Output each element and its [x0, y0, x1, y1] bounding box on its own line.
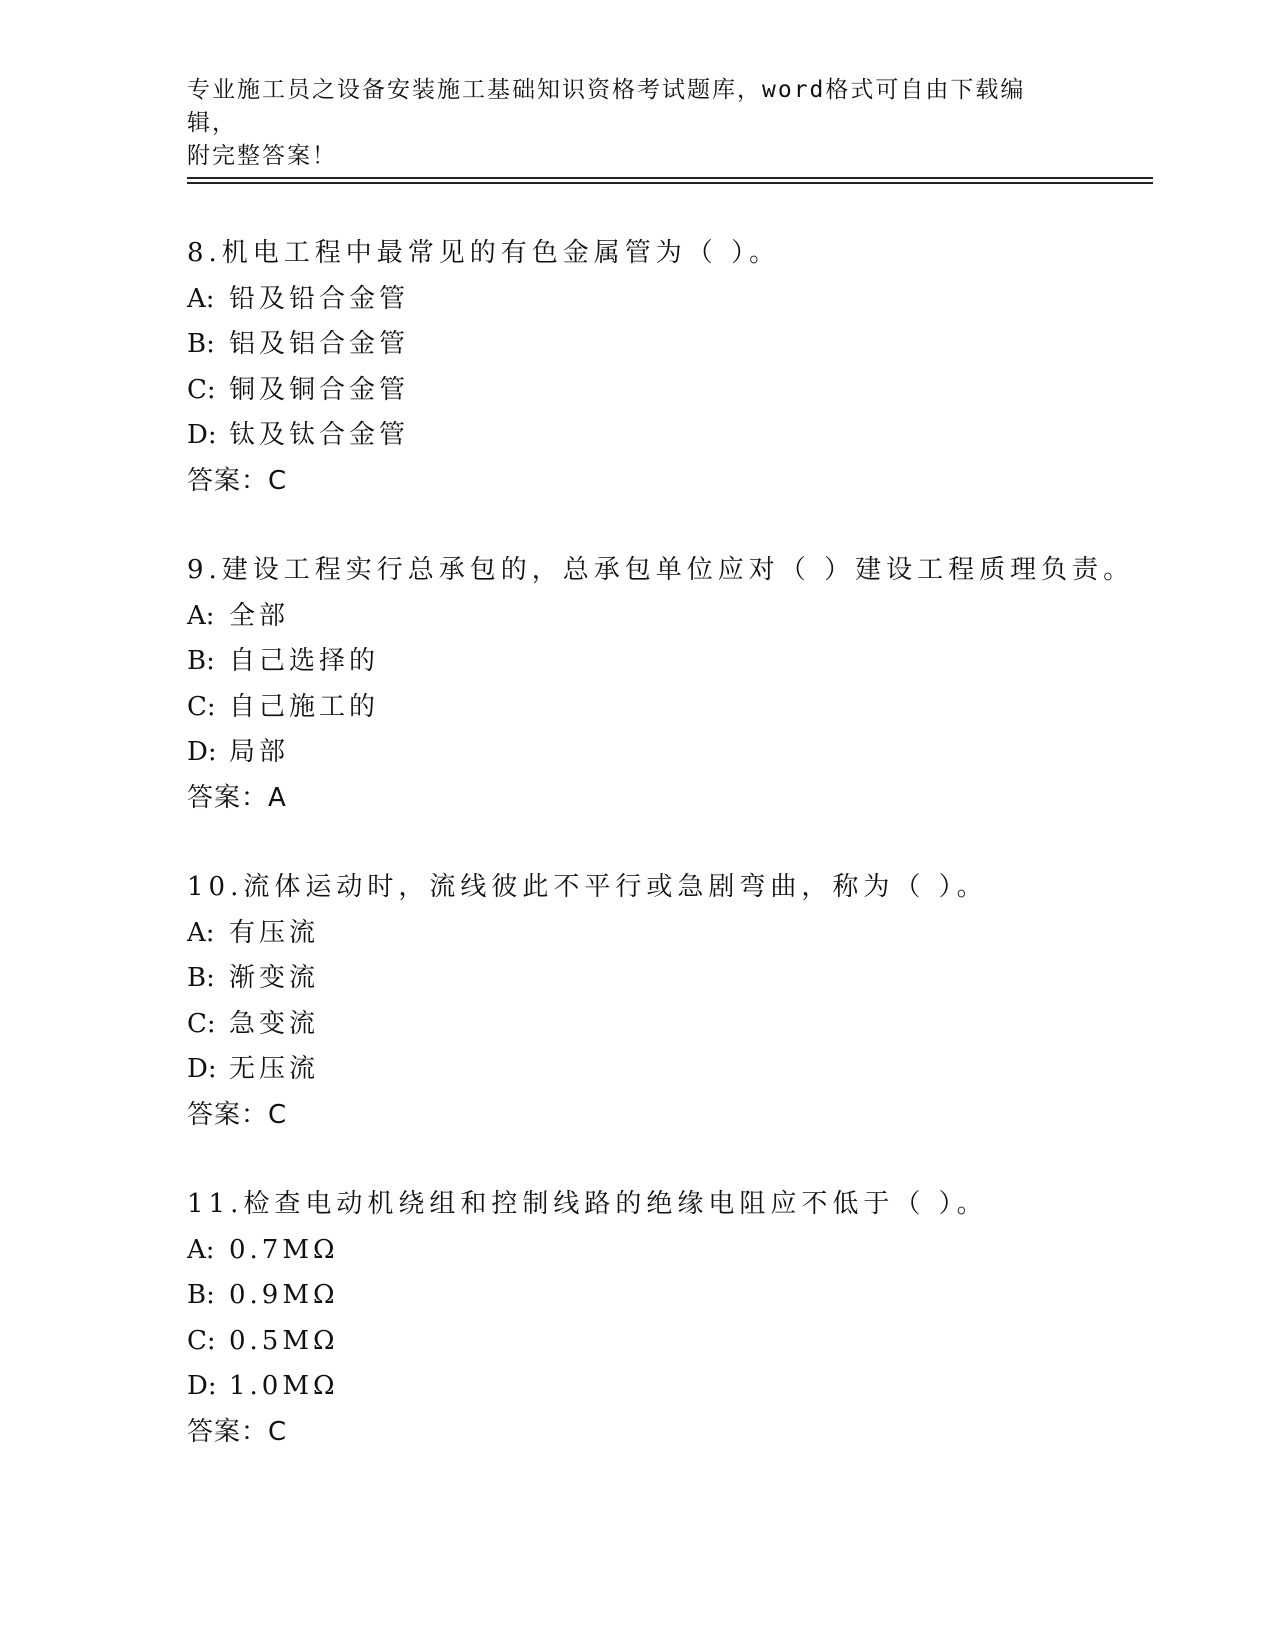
- option-text: 0.5MΩ: [229, 1325, 339, 1356]
- option-b: [187, 322, 1147, 368]
- option-text: 有压流: [229, 917, 320, 948]
- question-10: [187, 865, 1147, 1138]
- option-d: [187, 1047, 1147, 1093]
- header-divider-bottom: [187, 182, 1153, 184]
- option-a: [187, 1228, 1147, 1274]
- option-letter: B:: [187, 646, 215, 676]
- option-letter: C:: [187, 1325, 216, 1356]
- option-text: 1.0MΩ: [229, 1371, 339, 1401]
- option-text: 自己选择的: [229, 646, 380, 676]
- option-d: [187, 413, 1147, 459]
- option-letter: B:: [187, 329, 215, 359]
- option-letter: B:: [187, 963, 215, 993]
- answer-line: 答案：A: [187, 782, 287, 813]
- option-c: [187, 1319, 1147, 1365]
- option-a: [187, 911, 1147, 957]
- option-text: 局部: [229, 737, 290, 767]
- option-text: 急变流: [229, 1008, 320, 1039]
- question-11: [187, 1182, 1147, 1455]
- question-9: [187, 548, 1147, 821]
- option-c: [187, 368, 1147, 414]
- option-text: 全部: [229, 600, 290, 631]
- option-letter: A:: [187, 283, 215, 314]
- answer-line: 答案：C: [187, 1099, 288, 1130]
- option-letter: D:: [187, 737, 217, 767]
- option-letter: D:: [187, 1054, 217, 1084]
- option-text: 0.9MΩ: [229, 1280, 339, 1310]
- option-text: 自己施工的: [229, 691, 380, 722]
- document-header: [187, 74, 1067, 173]
- answer-line: 答案：C: [187, 465, 288, 496]
- option-c: [187, 1002, 1147, 1048]
- option-letter: D:: [187, 420, 217, 450]
- option-d: [187, 730, 1147, 776]
- option-b: [187, 1273, 1147, 1319]
- option-text: 0.7MΩ: [229, 1234, 339, 1265]
- header-divider-top: [187, 177, 1153, 179]
- answer-line: 答案：C: [187, 1416, 288, 1447]
- option-text: 无压流: [229, 1054, 320, 1084]
- option-letter: D:: [187, 1371, 217, 1401]
- option-text: 渐变流: [229, 963, 320, 993]
- option-text: 铅及铅合金管: [229, 283, 410, 314]
- option-letter: A:: [187, 1234, 215, 1265]
- option-a: [187, 277, 1147, 323]
- option-a: [187, 594, 1147, 640]
- option-c: [187, 685, 1147, 731]
- option-text: 铜及铜合金管: [229, 374, 410, 405]
- option-letter: C:: [187, 374, 216, 405]
- header-line-2: 附完整答案！: [187, 143, 337, 169]
- header-line-1: 专业施工员之设备安装施工基础知识资格考试题库，word格式可自由下载编辑，: [187, 77, 1026, 136]
- option-text: 铝及铝合金管: [229, 329, 410, 359]
- option-letter: A:: [187, 917, 215, 948]
- option-letter: A:: [187, 600, 215, 631]
- option-b: [187, 639, 1147, 685]
- question-8: [187, 231, 1147, 504]
- question-stem: 8.机电工程中最常见的有色金属管为（ ）。: [187, 238, 781, 268]
- question-stem: 10.流体运动时，流线彼此不平行或急剧弯曲，称为（ ）。: [187, 872, 988, 902]
- question-stem: 11.检查电动机绕组和控制线路的绝缘电阻应不低于（ ）。: [187, 1189, 988, 1219]
- option-text: 钛及钛合金管: [229, 420, 410, 450]
- option-letter: B:: [187, 1280, 215, 1310]
- option-letter: C:: [187, 691, 216, 722]
- option-b: [187, 956, 1147, 1002]
- question-stem: 9.建设工程实行总承包的，总承包单位应对（ ）建设工程质理负责。: [187, 555, 1135, 585]
- option-letter: C:: [187, 1008, 216, 1039]
- option-d: [187, 1364, 1147, 1410]
